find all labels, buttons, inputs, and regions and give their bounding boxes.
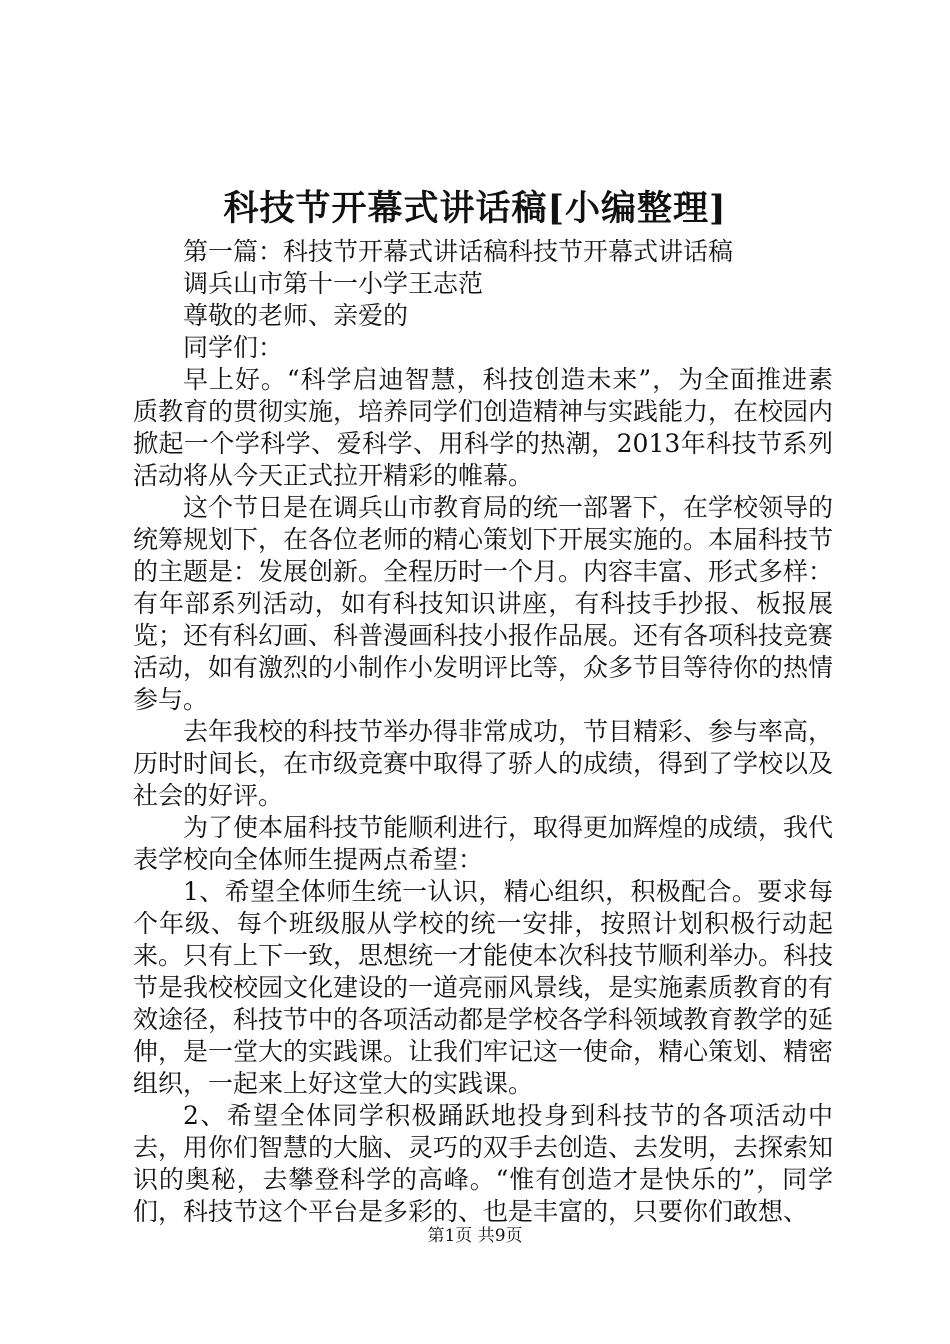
paragraph-body: 去年我校的科技节举办得非常成功，节目精彩、参与率高，历时时间长，在市级竞赛中取得了骄人的成绩，得到了学校以及社会的好评。 bbox=[133, 717, 834, 810]
paragraph-body: 这个节日是在调兵山市教育局的统一部署下，在学校领导的统筹规划下，在各位老师的精心策划下开展实施的。本届科技节的主题是：发展创新。全程历时一个月。内容丰富、形式多样：有年部系列活动，如有科技知识讲座，有科技手抄报、板报展览；还有科幻画、科普漫画科技小报作品展。还有各项科技竞赛活动，如有激烈的小制作小发明评比等，众多节目等待你的热情参与。 bbox=[133, 493, 834, 714]
paragraph-body: 2、希望全体同学积极踊跃地投身到科技节的各项活动中去，用你们智慧的大脑、灵巧的双手去创造、去发明，去探索知识的奥秘，去攀登科学的高峰。“惟有创造才是快乐的”，同学们，科技节这个平台是多彩的、也是丰富的，只要你们敢想、 bbox=[133, 1101, 834, 1226]
page-footer: 第1页 共9页 bbox=[427, 1226, 523, 1246]
document-body bbox=[133, 236, 833, 1228]
paragraph-body: 为了使本届科技节能顺利进行，取得更加辉煌的成绩，我代表学校向全体师生提两点希望： bbox=[133, 813, 834, 874]
paragraph-salutation-cont: 同学们： bbox=[183, 333, 284, 362]
paragraph-heading: 第一篇：科技节开幕式讲话稿科技节开幕式讲话稿 bbox=[183, 237, 734, 266]
paragraph-salutation: 尊敬的老师、亲爱的 bbox=[183, 301, 409, 330]
paragraph-author: 调兵山市第十一小学王志范 bbox=[183, 269, 484, 298]
paragraph-body: 早上好。“科学启迪智慧，科技创造未来”，为全面推进素质教育的贯彻实施，培养同学们创造精神与实践能力，在校园内掀起一个学科学、爱科学、用科学的热潮，2013年科技节系列活动将从今天正式拉开精彩的帷幕。 bbox=[133, 365, 834, 490]
document-title: 科技节开幕式讲话稿[小编整理] bbox=[223, 188, 727, 229]
paragraph-body: 1、希望全体师生统一认识，精心组织，积极配合。要求每个年级、每个班级服从学校的统一安排，按照计划积极行动起来。只有上下一致，思想统一才能使本次科技节顺利举办。科技节是我校校园文化建设的一道亮丽风景线，是实施素质教育的有效途径，科技节中的各项活动都是学校各学科领域教育教学的延伸，是一堂大的实践课。让我们牢记这一使命，精心策划、精密组织，一起来上好这堂大的实践课。 bbox=[133, 877, 834, 1098]
